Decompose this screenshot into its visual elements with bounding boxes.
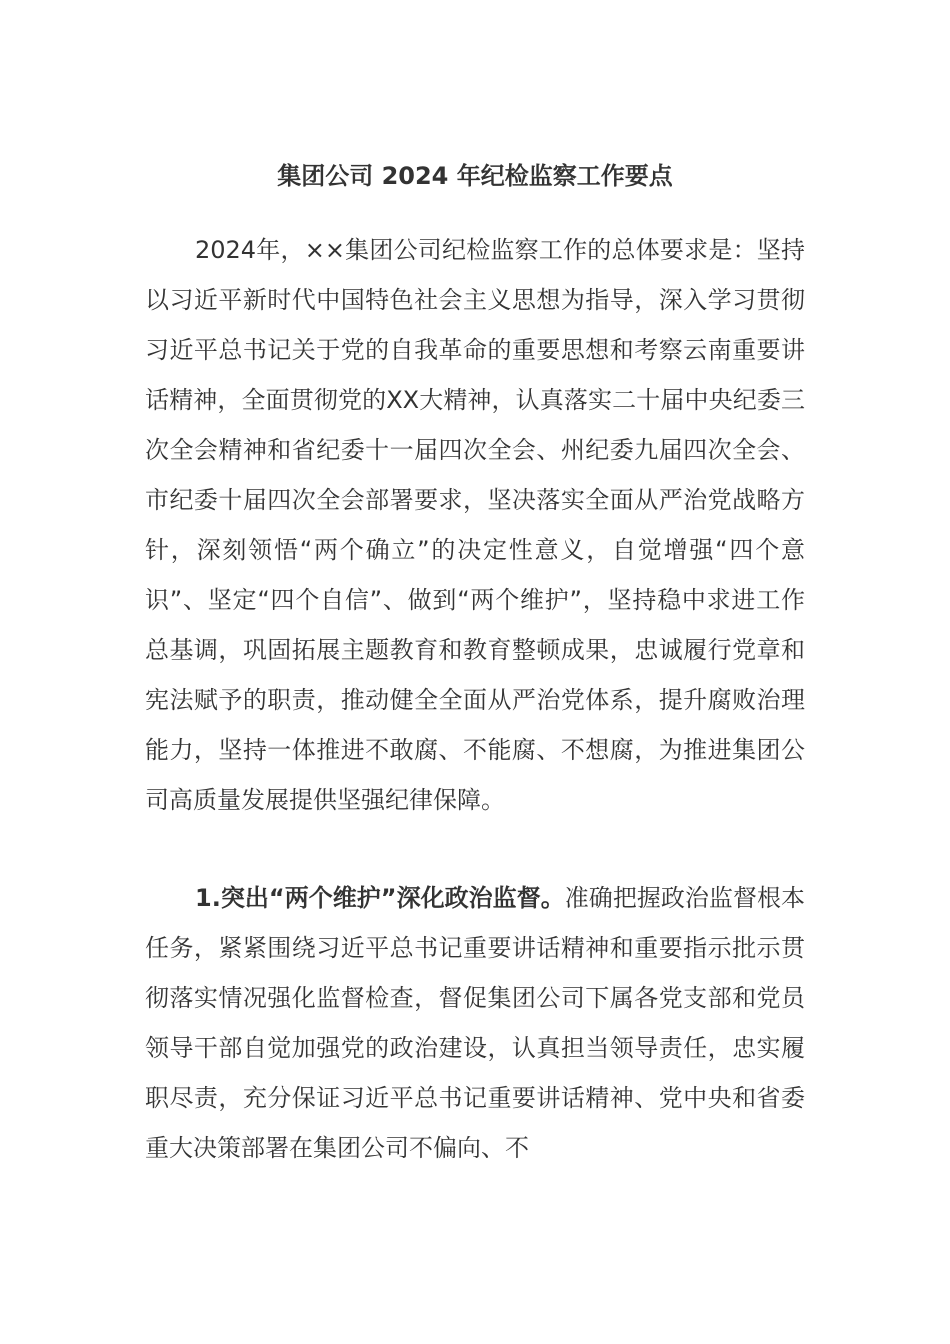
section-1-paragraph [145,873,805,1173]
section-1-heading: 1.突出“两个维护”深化政治监督。 [195,884,565,912]
intro-paragraph: 2024年，××集团公司纪检监察工作的总体要求是：坚持以习近平新时代中国特色社会主义思想为指导，深入学习贯彻习近平总书记关于党的自我革命的重要思想和考察云南重要讲话精神，全面贯彻党的XX大精神，认真落实二十届中央纪委三次全会精神和省纪委十一届四次全会、州纪委九届四次全会、市纪委十届四次全会部署要求，坚决落实全面从严治党战略方针，深刻领悟“两个确立”的决定性意义，自觉增强“四个意识”、坚定“四个自信”、做到“两个维护”，坚持稳中求进工作总基调，巩固拓展主题教育和教育整顿成果，忠诚履行党章和宪法赋予的职责，推动健全全面从严治党体系，提升腐败治理能力，坚持一体推进不敢腐、不能腐、不想腐，为推进集团公司高质量发展提供坚强纪律保障。 [145,236,805,814]
section-1-body: 准确把握政治监督根本任务，紧紧围绕习近平总书记重要讲话精神和重要指示批示贯彻落实情况强化监督检查，督促集团公司下属各党支部和党员领导干部自觉加强党的政治建设，认真担当领导责任，忠实履职尽责，充分保证习近平总书记重要讲话精神、党中央和省委重大决策部署在集团公司不偏向、不 [145,884,805,1162]
document-title: 集团公司 2024 年纪检监察工作要点 [277,162,673,190]
